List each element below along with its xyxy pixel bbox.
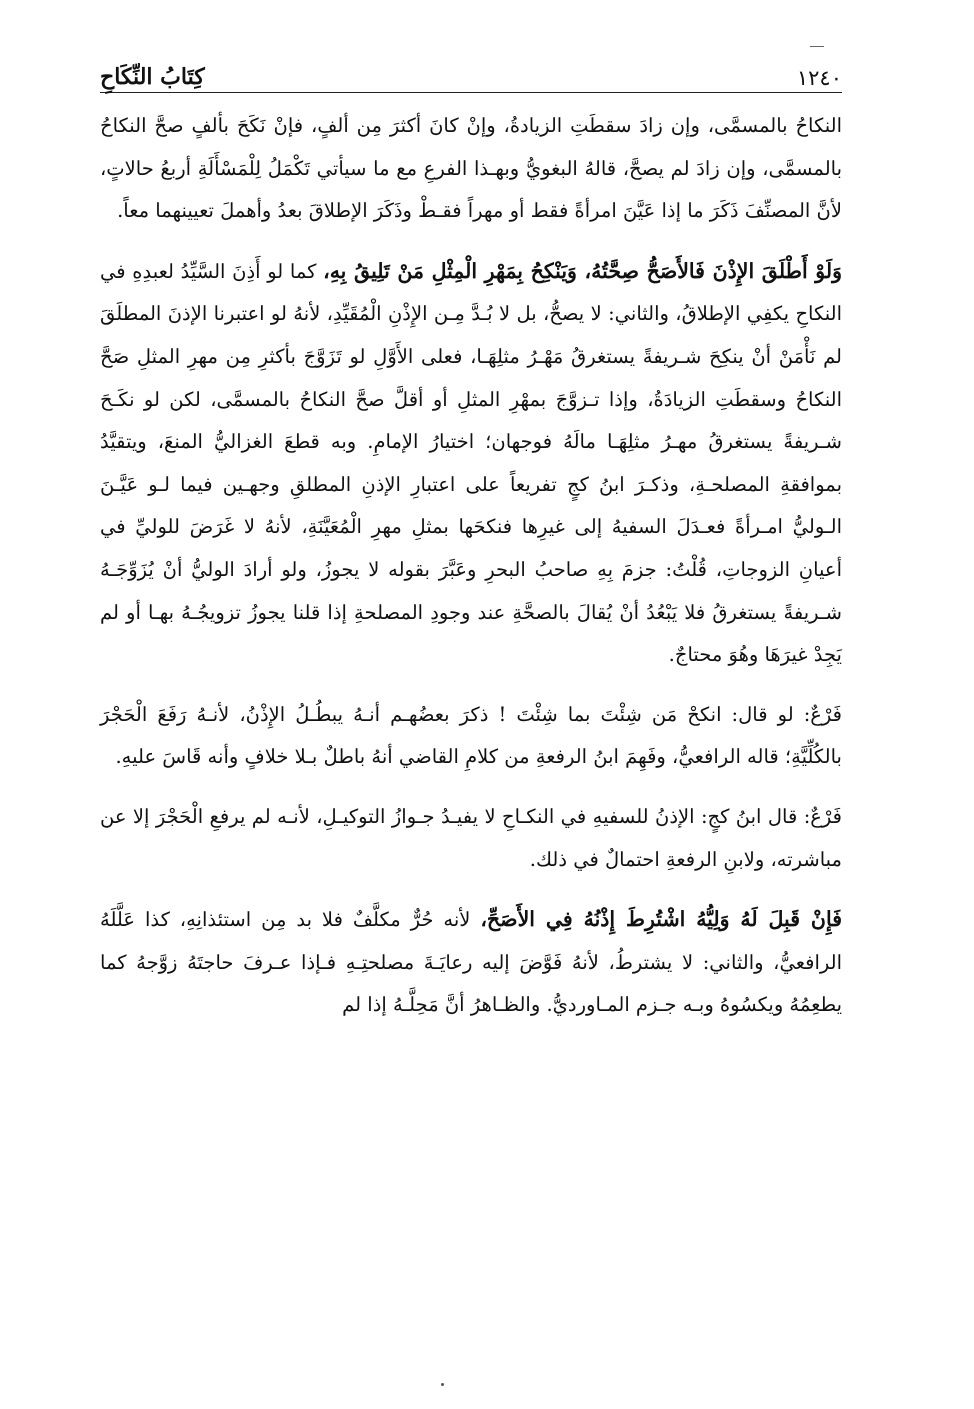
page-number: ١٢٤٠ (796, 66, 842, 90)
running-title: كِتَابُ النِّكَاحِ (100, 64, 205, 90)
paragraph-2 (100, 250, 842, 677)
paragraph-text: النكاحُ بالمسمَّى، وإن زادَ سقطَتِ الزيادةُ، وإنْ كانَ أكثرَ مِن ألفٍ، فإنْ نَكَحَ بألفٍ صحَّ النكاحُ بالمسمَّى، وإن زادَ لم يصحَّ، قالهُ البغويُّ وبهـذا الفرعِ مع ما سيأتي تَكْمَلُ لِلْمَسْأَلَةِ أربعُ حالاتٍ، لأنَّ المصنِّفَ ذَكَرَ ما إذا عَيَّنَ امرأةً فقط أو مهراً فقـطْ وذَكَرَ الإطلاقَ بعدُ وأهملَ تعيينهما معاً. (100, 114, 842, 223)
paragraph-text: فَرْعٌ: قال ابنُ كجٍ: الإذنُ للسفيهِ في النكـاحِ لا يفيـدُ جـوازُ التوكيـلِ، لأنـه لم يرفعِ الْحَجْرَ إلا عن مباشرته، ولابنِ الرفعةِ احتمالٌ في ذلك. (100, 804, 842, 871)
paragraph-text: كما لو أَذِنَ السَّيِّدُ لعبدِهِ في النكاحِ يكفِي الإطلاقُ، والثاني: لا يصحُّ، بل لا بُـدَّ مِـن الإِذْنِ الْمُقَيِّدِ، لأنهُ لو اعتبرنا الإذنَ المطلَقَ لم نَأْمَنْ أنْ ينكِحَ شـريفةً يستغرقُ مَهْـرُ مثلِهَـا، فعلى الأَوَّلِ لو تَزَوَّجَ بأكثرِ مِن مهرِ المثلِ صَحَّ النكاحُ وسقطَتِ الزيادَةُ، وإذا تـزوَّجَ بمهْرِ المثلِ أو أقلَّ صحَّ النكاحُ بالمسمَّى، لكن لو نكَـحَ شـريفةً يستغرقُ مهـرُ مثلِهَـا مالَهُ فوجهان؛ اختيارُ الإمامِ. وبه قطعَ الغزاليُّ المنعَ، ويتقيَّدُ بموافقةِ المصلحـةِ، وذكـرَ ابنُ كجٍ تفريعاً على اعتبارِ الإذنِ المطلقِ وجهـين فيما لـو عَيَّـنَ الـوليُّ امـرأةً فعـدَلَ السفيهُ إلى غيرِها فنكحَها بمثلِ مهرِ الْمُعَيَّنَةِ، لأنهُ لا غَرَضَ للوليِّ في أعيانِ الزوجاتِ، قُلْتُ: جزمَ بِهِ صاحبُ البحرِ وعَبَّرَ بقوله لا يجوزُ، ولو أرادَ الوليُّ أنْ يُزَوِّجَـهُ شـريفةً يستغرقُ فلا يَبْعُدُ أنْ يُقالَ بالصحَّةِ عند وجودِ المصلحةِ إذا قلنا يجوزُ تزويجُـهُ بهـا أو لم يَجِدْ غيرَهَا وهُوَ محتاجٌ. (100, 259, 842, 667)
paragraph-5 (100, 898, 842, 1027)
body-text (100, 105, 842, 1027)
matn-lemma: فَإِنْ قَبِلَ لَهُ وَلِيُّهُ اشْتُرِطَ إِذْنُهُ فِي الأَصَحِّ، (480, 907, 842, 932)
scan-dot (441, 1383, 444, 1386)
matn-lemma: وَلَوْ أَطْلَقَ الإِذْنَ فَالأَصَحُّ صِحَّتُهُ، وَيَنْكِحُ بِمَهْرِ الْمِثْلِ مَنْ تَلِيقُ بِهِ، (323, 258, 842, 283)
paragraph-4 (100, 796, 842, 881)
paragraph-text: فَرْعٌ: لو قال: انكحْ مَن شِئْتَ بما شِئْتَ ! ذكرَ بعضُهـم أنـهُ يبطُـلُ الإِذْنُ، لأنـهُ رَفَعَ الْحَجْرَ بالكُلِّيَّةِ؛ قاله الرافعيُّ، وفَهِمَ ابنُ الرفعةِ من كلامِ القاضي أنهُ باطلٌ بـلا خلافٍ وأنه قَاسَ عليهِ. (100, 702, 842, 769)
paragraph-1 (100, 105, 842, 233)
paragraph-3 (100, 694, 842, 779)
paragraph-text: لأنه حُرٌّ مكلَّفٌ فلا بد مِن استئذانِهِ، كذا عَلَّلَهُ الرافعيُّ، والثاني: لا يشترطُ، لأنهُ فَوَّضَ إليه رعايَـةَ مصلحتِـهِ فـإذا عـرفَ حاجتَهُ زوَّجهُ كما يطعِمُهُ ويكسُوهُ وبـه جـزم المـاورديُّ. والظـاهرُ أنَّ مَحِلَّـهُ إذا لم (100, 908, 842, 1017)
page-header (100, 40, 842, 93)
document-page (100, 40, 842, 1380)
